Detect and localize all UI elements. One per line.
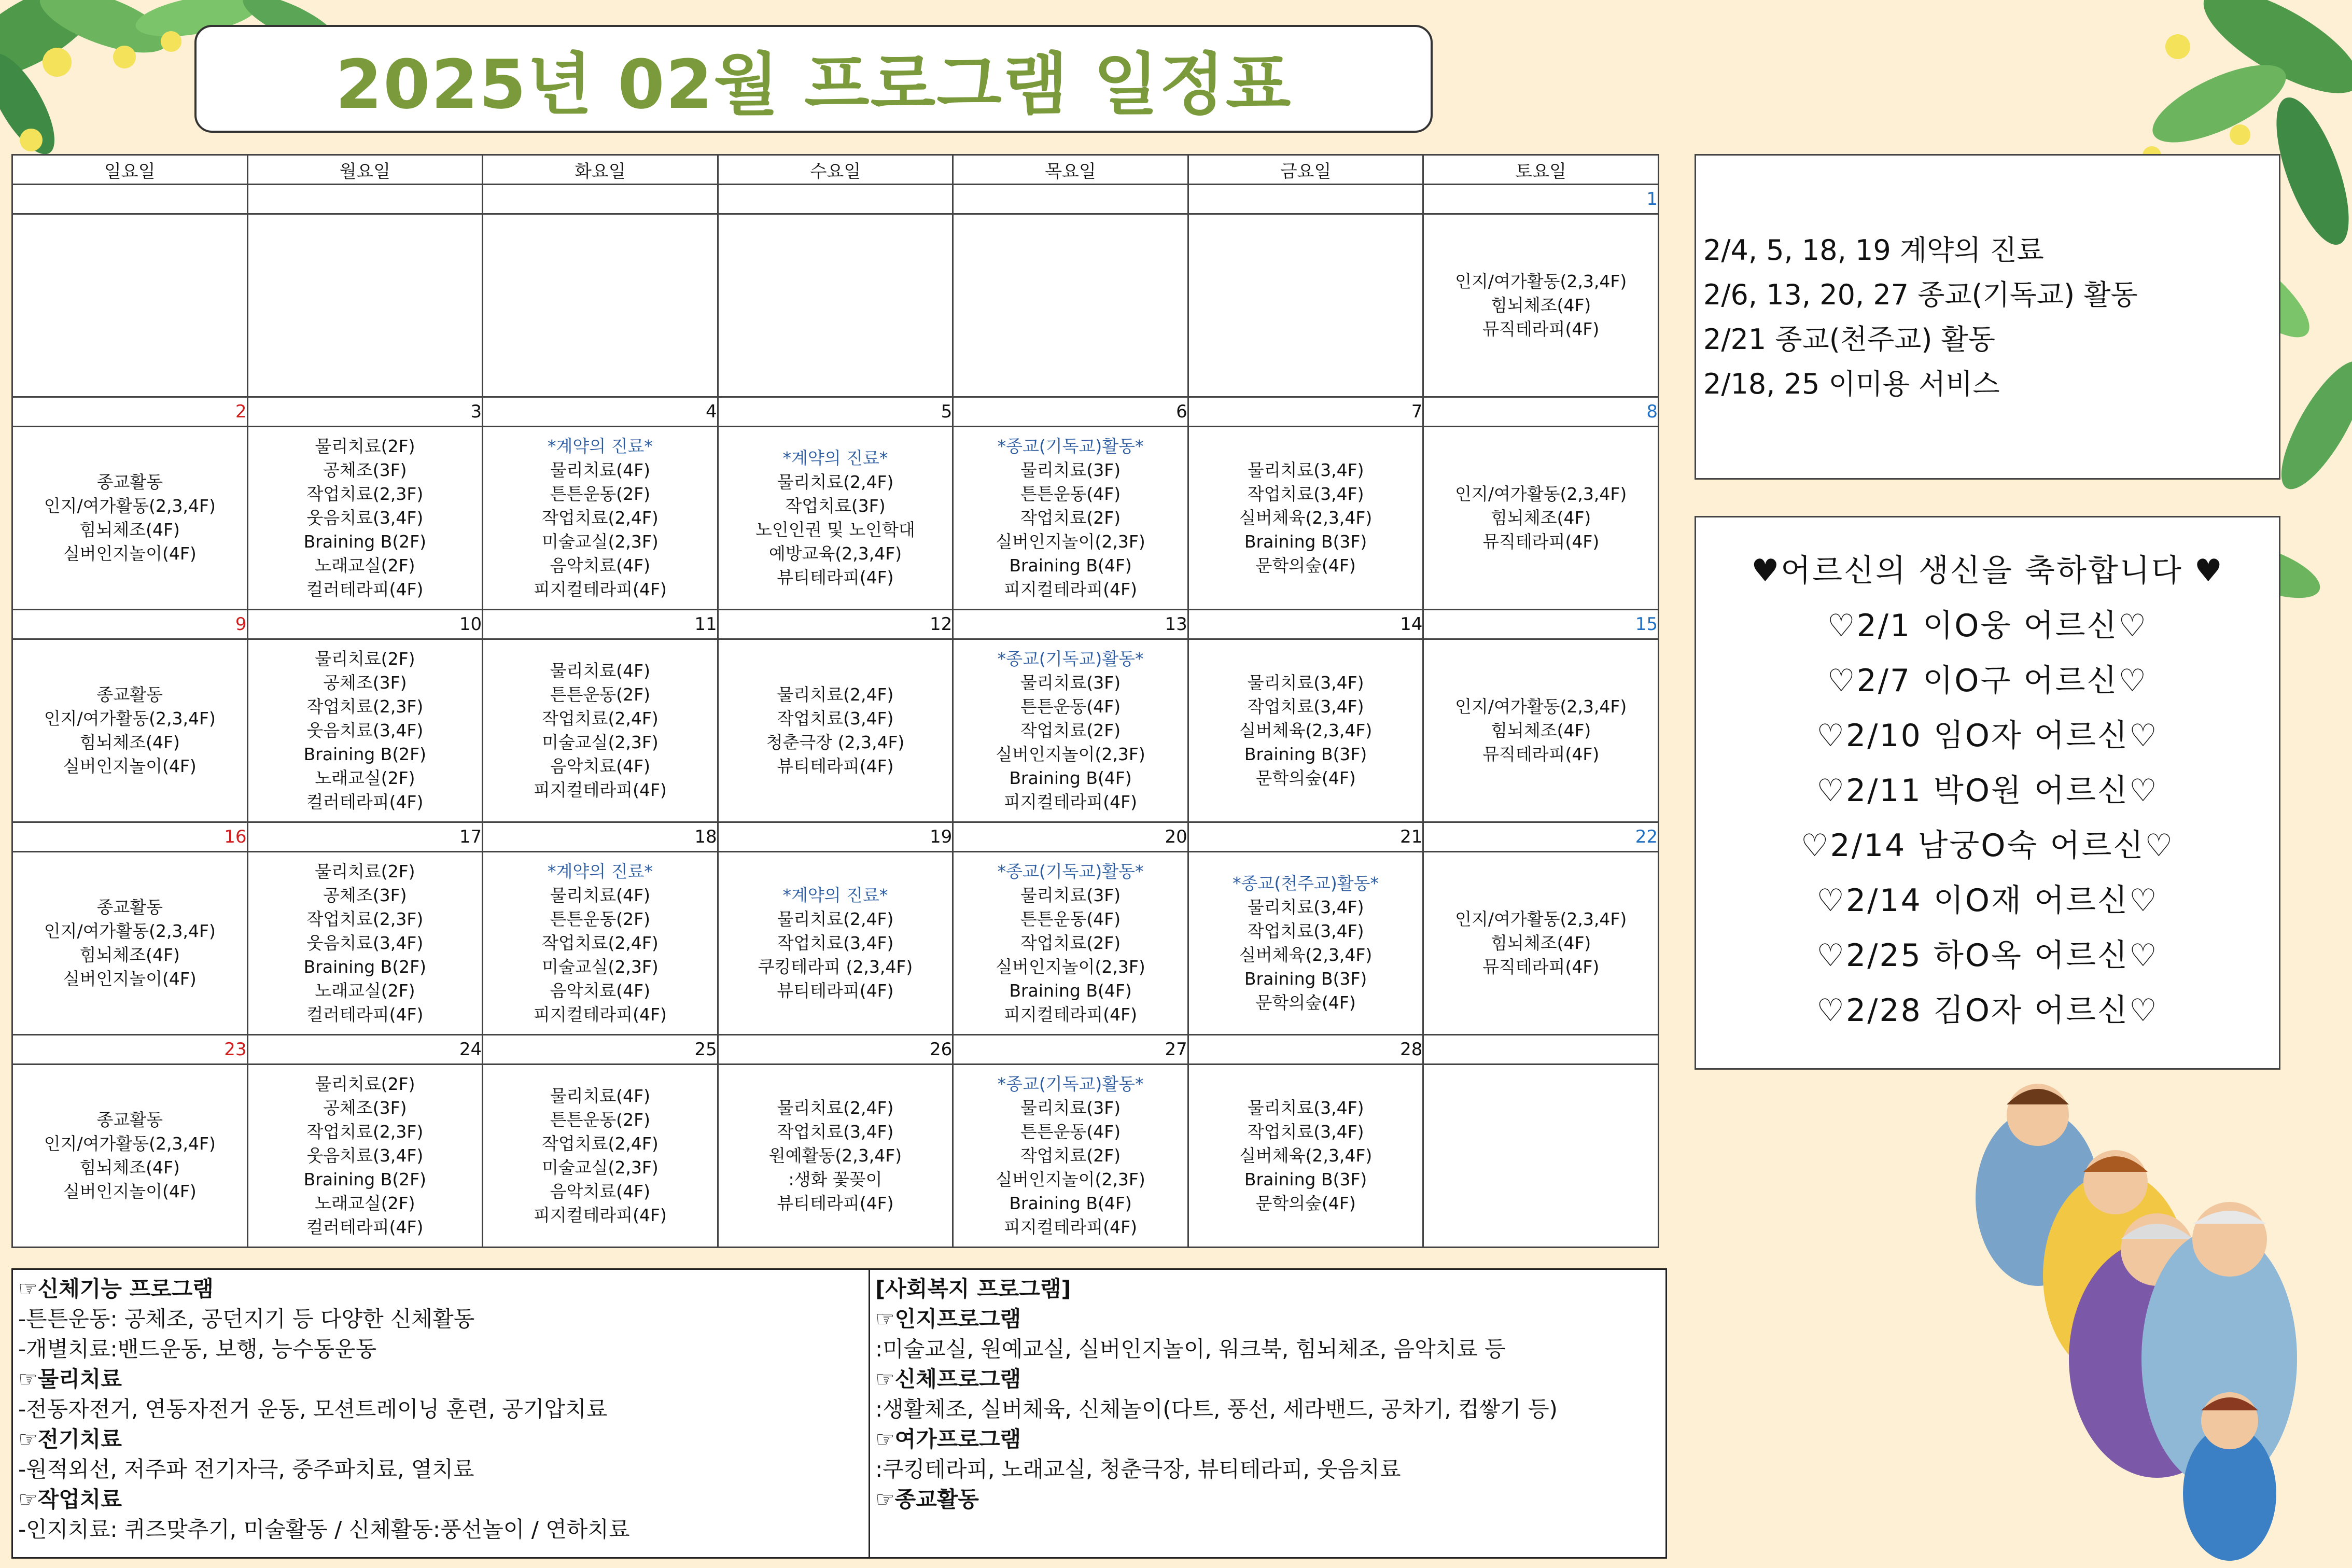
date-row (12, 822, 1659, 852)
schedule-notes-box (1695, 154, 2280, 480)
schedule-row (12, 639, 1659, 822)
program-item: 예방교육(2,3,4F) (768, 543, 902, 564)
weekday-header: 목요일 (953, 155, 1188, 185)
program-item: 물리치료(3,4F) (1247, 460, 1364, 480)
program-item: *종교(기독교)활동* (997, 649, 1144, 669)
day-cell (1188, 1065, 1423, 1248)
program-item: 작업치료(3,4F) (1247, 1122, 1364, 1142)
date-number: 11 (483, 610, 718, 639)
day-cell (247, 852, 483, 1035)
program-item: 컬러테라피(4F) (306, 579, 424, 599)
program-item: 컬러테라피(4F) (306, 1004, 424, 1025)
day-cell (1423, 852, 1659, 1035)
date-number: 4 (483, 397, 718, 427)
note-line: 2/18, 25 이미용 서비스 (1703, 368, 2000, 400)
program-item: 문학의숲(4F) (1255, 1193, 1356, 1213)
program-item: 문학의숲(4F) (1255, 768, 1356, 788)
day-cell (718, 639, 953, 822)
program-item: 튼튼운동(4F) (1020, 909, 1121, 929)
day-cell (718, 1065, 953, 1248)
day-cell (1188, 214, 1423, 397)
weekday-header: 수요일 (718, 155, 953, 185)
program-item: 컬러테라피(4F) (306, 1217, 424, 1237)
day-cell (12, 214, 248, 397)
date-number: 10 (247, 610, 483, 639)
program-item: 튼튼운동(2F) (550, 1110, 651, 1130)
program-item: 물리치료(4F) (550, 460, 651, 480)
program-item: 작업치료(2,4F) (542, 708, 659, 729)
program-description-line: ☞전기치료 (18, 1426, 122, 1452)
date-number: 2 (12, 397, 248, 427)
date-number: 9 (12, 610, 248, 639)
program-item: *종교(기독교)활동* (997, 861, 1144, 881)
program-item: 뮤직테라피(4F) (1482, 319, 1600, 339)
program-item: 쿠킹테라피 (2,3,4F) (758, 957, 913, 977)
program-item: 실버체육(2,3,4F) (1239, 508, 1373, 528)
title-banner (194, 25, 1433, 133)
date-number: 14 (1188, 610, 1423, 639)
weekday-header-row (12, 155, 1659, 185)
program-item: 종교활동 (96, 897, 163, 917)
program-item: 뷰티테라피(4F) (777, 1193, 894, 1213)
program-item: 실버인지놀이(2,3F) (996, 531, 1145, 552)
weekday-header: 화요일 (483, 155, 718, 185)
program-item: 작업치료(3,4F) (1247, 484, 1364, 504)
program-item: *계약의 진료* (547, 861, 653, 881)
program-item: 실버인지놀이(2,3F) (996, 1169, 1145, 1189)
day-cell (247, 427, 483, 610)
program-item: 미술교실(2,3F) (542, 732, 659, 752)
program-item: Braining B(4F) (1009, 1193, 1132, 1213)
program-item: 문학의숲(4F) (1255, 555, 1356, 576)
day-cell (483, 852, 718, 1035)
date-number: 6 (953, 397, 1188, 427)
program-item: 작업치료(2F) (1020, 1145, 1121, 1166)
program-item: Braining B(2F) (303, 531, 427, 552)
program-description-line: ☞물리치료 (18, 1366, 122, 1392)
date-number: 15 (1423, 610, 1659, 639)
program-item: 실버체육(2,3,4F) (1239, 720, 1373, 740)
program-item: 튼튼운동(4F) (1020, 484, 1121, 504)
program-item: :생화 꽃꽂이 (788, 1169, 883, 1189)
day-cell (247, 1065, 483, 1248)
program-item: 물리치료(3F) (1020, 1098, 1121, 1118)
program-description-line: -개별치료:밴드운동, 보행, 능수동운동 (18, 1336, 377, 1362)
program-item: *종교(천주교)활동* (1233, 873, 1379, 893)
date-number: 27 (953, 1035, 1188, 1065)
program-item: 피지컬테라피(4F) (1004, 579, 1138, 599)
date-number: 5 (718, 397, 953, 427)
program-description-line: -튼튼운동: 공체조, 공던지기 등 다양한 신체활동 (18, 1306, 475, 1332)
program-description-line: -전동자전거, 연동자전거 운동, 모션트레이닝 훈련, 공기압치료 (18, 1396, 608, 1422)
program-item: 인지/여가활동(2,3,4F) (1455, 696, 1627, 717)
date-number: 17 (247, 822, 483, 852)
program-item: 힘뇌체조(4F) (1491, 508, 1591, 528)
program-item: 작업치료(2,3F) (306, 484, 424, 504)
program-item: 튼튼운동(4F) (1020, 696, 1121, 717)
weekday-header: 월요일 (247, 155, 483, 185)
program-item: 음악치료(4F) (550, 981, 651, 1001)
program-item: 작업치료(3,4F) (777, 1122, 894, 1142)
program-item: *종교(기독교)활동* (997, 436, 1144, 456)
program-item: 음악치료(4F) (550, 756, 651, 776)
program-item: 뷰티테라피(4F) (777, 756, 894, 776)
birthday-box (1695, 516, 2280, 1070)
program-item: Braining B(3F) (1244, 969, 1367, 989)
date-number: 8 (1423, 397, 1659, 427)
program-item: 종교활동 (96, 684, 163, 705)
date-number: 19 (718, 822, 953, 852)
day-cell (247, 214, 483, 397)
program-item: 인지/여가활동(2,3,4F) (44, 708, 216, 729)
program-item: 작업치료(3F) (785, 496, 886, 516)
page-title: 2025년 02월 프로그램 일정표 (335, 45, 1292, 124)
program-item: 노인인권 및 노인학대 (755, 520, 915, 540)
schedule-row (12, 214, 1659, 397)
birthday-entry: ♡2/14 이O재 어르신♡ (1816, 883, 2159, 919)
program-item: 힘뇌체조(4F) (1491, 720, 1591, 740)
date-number: 13 (953, 610, 1188, 639)
date-number: 20 (953, 822, 1188, 852)
date-number (953, 185, 1188, 214)
program-item: 웃음치료(3,4F) (306, 1145, 424, 1166)
birthday-entry: ♡2/1 이O웅 어르신♡ (1827, 608, 2148, 644)
program-item: Braining B(2F) (303, 957, 427, 977)
program-item: 인지/여가활동(2,3,4F) (44, 921, 216, 941)
program-item: 음악치료(4F) (550, 555, 651, 576)
note-line: 2/6, 13, 20, 27 종교(기독교) 활동 (1703, 278, 2138, 311)
date-number (1188, 185, 1423, 214)
program-item: *계약의 진료* (782, 885, 888, 905)
program-item: 물리치료(2,4F) (777, 909, 894, 929)
date-number: 7 (1188, 397, 1423, 427)
program-item: 작업치료(2,3F) (306, 696, 424, 717)
program-item: 뷰티테라피(4F) (777, 567, 894, 587)
program-description-line: -원적외선, 저주파 전기자극, 중주파치료, 열치료 (18, 1457, 474, 1482)
date-row (12, 397, 1659, 427)
program-item: Braining B(4F) (1009, 981, 1132, 1001)
program-description-line: ☞작업치료 (18, 1487, 122, 1512)
schedule-row (12, 1065, 1659, 1248)
weekday-header: 토요일 (1423, 155, 1659, 185)
program-item: 웃음치료(3,4F) (306, 720, 424, 740)
program-item: 물리치료(2,4F) (777, 1098, 894, 1118)
program-item: 물리치료(3,4F) (1247, 673, 1364, 693)
program-item: 인지/여가활동(2,3,4F) (44, 496, 216, 516)
program-item: Braining B(2F) (303, 1169, 427, 1189)
schedule-row (12, 427, 1659, 610)
family-illustration (1867, 1068, 2313, 1568)
program-item: 노래교실(2F) (315, 981, 415, 1001)
program-item: Braining B(3F) (1244, 744, 1367, 764)
date-number: 1 (1423, 185, 1659, 214)
day-cell (12, 427, 248, 610)
date-number (718, 185, 953, 214)
date-number: 28 (1188, 1035, 1423, 1065)
program-item: 물리치료(4F) (550, 661, 651, 681)
program-item: 종교활동 (96, 472, 163, 492)
date-number: 26 (718, 1035, 953, 1065)
program-item: 실버인지놀이(2,3F) (996, 744, 1145, 764)
program-description-line: :생활체조, 실버체육, 신체놀이(다트, 풍선, 세라밴드, 공차기, 컵쌓기 등) (875, 1396, 1558, 1422)
day-cell (1423, 1065, 1659, 1248)
program-item: 피지컬테라피(4F) (1004, 1004, 1138, 1025)
date-number: 21 (1188, 822, 1423, 852)
physical-program-box (11, 1268, 870, 1559)
program-item: 물리치료(3F) (1020, 460, 1121, 480)
program-item: 원예활동(2,3,4F) (768, 1145, 902, 1166)
day-cell (483, 214, 718, 397)
note-line: 2/21 종교(천주교) 활동 (1703, 323, 1995, 356)
program-item: Braining B(3F) (1244, 1169, 1367, 1189)
day-cell (1188, 639, 1423, 822)
date-row (12, 610, 1659, 639)
program-item: 뮤직테라피(4F) (1482, 957, 1600, 977)
program-description-line: ☞여가프로그램 (875, 1426, 1021, 1452)
date-number: 16 (12, 822, 248, 852)
day-cell (1188, 852, 1423, 1035)
program-item: 공체조(3F) (323, 1098, 407, 1118)
day-cell (953, 1065, 1188, 1248)
program-item: 작업치료(2,3F) (306, 909, 424, 929)
program-item: *종교(기독교)활동* (997, 1074, 1144, 1094)
program-description-line: :쿠킹테라피, 노래교실, 청춘극장, 뷰티테라피, 웃음치료 (875, 1457, 1401, 1482)
social-program-box (869, 1268, 1667, 1559)
program-item: 뮤직테라피(4F) (1482, 531, 1600, 552)
date-number (1423, 1035, 1659, 1065)
program-item: 작업치료(2,3F) (306, 1122, 424, 1142)
program-item: *계약의 진료* (547, 436, 653, 456)
program-item: 실버체육(2,3,4F) (1239, 1145, 1373, 1166)
program-item: 물리치료(2,4F) (777, 684, 894, 705)
program-item: 튼튼운동(2F) (550, 684, 651, 705)
program-item: Braining B(4F) (1009, 768, 1132, 788)
program-item: 작업치료(3,4F) (777, 933, 894, 953)
date-number: 18 (483, 822, 718, 852)
birthday-entry: ♡2/25 하O옥 어르신♡ (1816, 937, 2159, 974)
day-cell (953, 639, 1188, 822)
program-description-line: [사회복지 프로그램] (875, 1276, 1071, 1301)
day-cell (12, 639, 248, 822)
program-item: 종교활동 (96, 1110, 163, 1130)
birthday-heading: ♥어르신의 생신을 축하합니다 ♥ (1751, 553, 2224, 589)
program-item: 실버인지놀이(4F) (63, 543, 197, 564)
program-item: 피지컬테라피(4F) (533, 1004, 667, 1025)
day-cell (718, 214, 953, 397)
program-description-line: ☞종교활동 (875, 1487, 979, 1512)
program-item: 작업치료(2F) (1020, 720, 1121, 740)
day-cell (953, 427, 1188, 610)
date-number (12, 185, 248, 214)
program-item: 공체조(3F) (323, 673, 407, 693)
program-item: 작업치료(3,4F) (777, 708, 894, 729)
program-item: 문학의숲(4F) (1255, 992, 1356, 1013)
birthday-list (1696, 598, 2279, 1038)
date-row (12, 185, 1659, 214)
program-item: 뷰티테라피(4F) (777, 981, 894, 1001)
program-item: 물리치료(4F) (550, 1086, 651, 1106)
day-cell (1188, 427, 1423, 610)
program-description-line: ☞신체기능 프로그램 (18, 1276, 214, 1301)
program-item: 물리치료(2F) (315, 649, 415, 669)
day-cell (718, 427, 953, 610)
program-item: 실버체육(2,3,4F) (1239, 945, 1373, 965)
day-cell (483, 1065, 718, 1248)
program-item: 튼튼운동(4F) (1020, 1122, 1121, 1142)
birthday-entry: ♡2/10 임O자 어르신♡ (1816, 718, 2159, 754)
program-item: 웃음치료(3,4F) (306, 933, 424, 953)
day-cell (953, 852, 1188, 1035)
program-item: 힘뇌체조(4F) (79, 1157, 180, 1178)
date-number: 24 (247, 1035, 483, 1065)
program-item: Braining B(3F) (1244, 531, 1367, 552)
program-item: Braining B(4F) (1009, 555, 1132, 576)
program-item: 물리치료(2F) (315, 1074, 415, 1094)
program-item: 실버인지놀이(2,3F) (996, 957, 1145, 977)
program-item: 힘뇌체조(4F) (79, 520, 180, 540)
program-item: 청춘극장 (2,3,4F) (766, 732, 905, 752)
program-item: 물리치료(3,4F) (1247, 897, 1364, 917)
program-item: 뮤직테라피(4F) (1482, 744, 1600, 764)
program-item: 실버인지놀이(4F) (63, 756, 197, 776)
day-cell (483, 639, 718, 822)
birthday-entry: ♡2/7 이O구 어르신♡ (1827, 663, 2148, 699)
program-item: 튼튼운동(2F) (550, 484, 651, 504)
program-item: 피지컬테라피(4F) (533, 780, 667, 800)
program-item: 인지/여가활동(2,3,4F) (1455, 271, 1627, 291)
program-item: 인지/여가활동(2,3,4F) (44, 1133, 216, 1154)
program-item: 미술교실(2,3F) (542, 531, 659, 552)
birthday-entry: ♡2/28 김O자 어르신♡ (1816, 992, 2159, 1029)
weekday-header: 금요일 (1188, 155, 1423, 185)
program-item: 피지컬테라피(4F) (533, 579, 667, 599)
date-number (483, 185, 718, 214)
program-item: 작업치료(2,4F) (542, 508, 659, 528)
program-item: 노래교실(2F) (315, 768, 415, 788)
program-item: 힘뇌체조(4F) (1491, 295, 1591, 315)
program-item: 물리치료(2F) (315, 861, 415, 881)
program-item: 물리치료(3,4F) (1247, 1098, 1364, 1118)
program-item: 작업치료(2F) (1020, 508, 1121, 528)
weekday-header: 일요일 (12, 155, 248, 185)
program-item: 힘뇌체조(4F) (1491, 933, 1591, 953)
program-item: 미술교실(2,3F) (542, 957, 659, 977)
date-number (247, 185, 483, 214)
program-item: 노래교실(2F) (315, 1193, 415, 1213)
day-cell (953, 214, 1188, 397)
program-item: 물리치료(3F) (1020, 673, 1121, 693)
program-item: 웃음치료(3,4F) (306, 508, 424, 528)
program-item: 작업치료(2,4F) (542, 1133, 659, 1154)
calendar-table (11, 154, 1659, 1248)
program-item: *계약의 진료* (782, 448, 888, 468)
date-row (12, 1035, 1659, 1065)
program-item: 작업치료(2,4F) (542, 933, 659, 953)
birthday-entry: ♡2/14 남궁O숙 어르신♡ (1800, 828, 2175, 864)
program-description-line: ☞인지프로그램 (875, 1306, 1021, 1332)
program-item: 힘뇌체조(4F) (79, 732, 180, 752)
program-item: 피지컬테라피(4F) (1004, 792, 1138, 812)
program-item: 음악치료(4F) (550, 1181, 651, 1201)
program-item: 물리치료(4F) (550, 885, 651, 905)
program-item: 물리치료(3F) (1020, 885, 1121, 905)
day-cell (718, 852, 953, 1035)
program-item: 튼튼운동(2F) (550, 909, 651, 929)
program-item: 실버인지놀이(4F) (63, 969, 197, 989)
program-description-line: ☞신체프로그램 (875, 1366, 1021, 1392)
program-item: 미술교실(2,3F) (542, 1157, 659, 1178)
program-item: 인지/여가활동(2,3,4F) (1455, 909, 1627, 929)
day-cell (1423, 427, 1659, 610)
schedule-row (12, 852, 1659, 1035)
day-cell (247, 639, 483, 822)
day-cell (12, 852, 248, 1035)
program-item: 공체조(3F) (323, 460, 407, 480)
program-item: Braining B(2F) (303, 744, 427, 764)
date-number: 22 (1423, 822, 1659, 852)
day-cell (1423, 214, 1659, 397)
program-item: 작업치료(3,4F) (1247, 696, 1364, 717)
program-item: 인지/여가활동(2,3,4F) (1455, 484, 1627, 504)
birthday-entry: ♡2/11 박O원 어르신♡ (1816, 773, 2159, 809)
program-item: 실버인지놀이(4F) (63, 1181, 197, 1201)
program-item: 힘뇌체조(4F) (79, 945, 180, 965)
day-cell (483, 427, 718, 610)
program-description-line: -인지치료: 퀴즈맞추기, 미술활동 / 신체활동:풍선놀이 / 연하치료 (18, 1517, 630, 1542)
day-cell (12, 1065, 248, 1248)
program-item: 물리치료(2,4F) (777, 472, 894, 492)
program-item: 피지컬테라피(4F) (533, 1205, 667, 1225)
program-item: 컬러테라피(4F) (306, 792, 424, 812)
program-item: 작업치료(3,4F) (1247, 921, 1364, 941)
date-number: 12 (718, 610, 953, 639)
program-item: 공체조(3F) (323, 885, 407, 905)
date-number: 23 (12, 1035, 248, 1065)
program-item: 물리치료(2F) (315, 436, 415, 456)
program-item: 작업치료(2F) (1020, 933, 1121, 953)
note-line: 2/4, 5, 18, 19 계약의 진료 (1703, 234, 2044, 267)
date-number: 25 (483, 1035, 718, 1065)
program-item: 피지컬테라피(4F) (1004, 1217, 1138, 1237)
program-description-line: :미술교실, 원예교실, 실버인지놀이, 워크북, 힘뇌체조, 음악치료 등 (875, 1336, 1506, 1362)
date-number: 3 (247, 397, 483, 427)
day-cell (1423, 639, 1659, 822)
program-item: 노래교실(2F) (315, 555, 415, 576)
